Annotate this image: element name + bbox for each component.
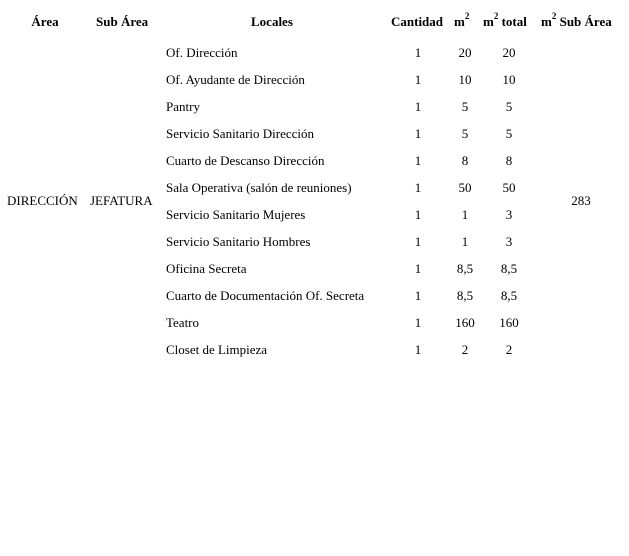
header-m2-total-base: m bbox=[483, 14, 494, 29]
cell-local: Servicio Sanitario Hombres bbox=[166, 234, 311, 249]
cell-local: Sala Operativa (salón de reuniones) bbox=[166, 180, 352, 195]
cell-m2-total: 5 bbox=[505, 99, 513, 114]
group-m2-sub-area: 283 bbox=[571, 193, 591, 208]
table-row bbox=[0, 180, 629, 207]
cell-cantidad: 1 bbox=[414, 99, 422, 114]
cell-m2: 8 bbox=[461, 153, 469, 168]
cell-local: Cuarto de Documentación Of. Secreta bbox=[166, 288, 365, 303]
table-row bbox=[0, 126, 629, 153]
cell-m2-total: 3 bbox=[505, 234, 513, 249]
cell-m2-total: 10 bbox=[502, 72, 516, 87]
header-m2-sub-area-base: m bbox=[541, 14, 552, 29]
cell-m2-total: 8,5 bbox=[500, 288, 518, 303]
cell-local: Oficina Secreta bbox=[166, 261, 247, 276]
cell-m2: 5 bbox=[461, 126, 469, 141]
header-cantidad bbox=[391, 14, 443, 30]
cell-m2-total: 20 bbox=[502, 45, 516, 60]
group-sub-area: JEFATURA bbox=[90, 193, 153, 208]
cell-m2-total: 160 bbox=[499, 315, 519, 330]
table-row bbox=[0, 99, 629, 126]
table-row bbox=[0, 207, 629, 234]
cell-m2: 8,5 bbox=[456, 288, 474, 303]
cell-local: Closet de Limpieza bbox=[166, 342, 268, 357]
cell-m2-total: 2 bbox=[505, 342, 513, 357]
header-m2-total-sup: 2 bbox=[493, 11, 499, 21]
header-m2-sup: 2 bbox=[464, 11, 470, 21]
header-m2-sub-area-suffix: Sub Área bbox=[556, 14, 612, 29]
header-area-label: Área bbox=[31, 14, 59, 29]
cell-local: Pantry bbox=[166, 99, 200, 114]
cell-m2: 5 bbox=[461, 99, 469, 114]
cell-cantidad: 1 bbox=[414, 45, 422, 60]
cell-cantidad: 1 bbox=[414, 207, 422, 222]
table-row bbox=[0, 342, 629, 369]
header-m2-sub-area-sup: 2 bbox=[551, 11, 557, 21]
cell-m2: 8,5 bbox=[456, 261, 474, 276]
cell-m2: 1 bbox=[461, 207, 469, 222]
cell-local: Cuarto de Descanso Dirección bbox=[166, 153, 325, 168]
header-m2-base: m bbox=[454, 14, 465, 29]
group-area: DIRECCIÓN bbox=[7, 193, 78, 208]
cell-cantidad: 1 bbox=[414, 342, 422, 357]
cell-m2: 50 bbox=[458, 180, 472, 195]
cell-m2: 2 bbox=[461, 342, 469, 357]
header-sub-area-label: Sub Área bbox=[96, 14, 149, 29]
header-area bbox=[30, 14, 60, 30]
header-m2-total bbox=[483, 11, 527, 30]
header-cantidad-label: Cantidad bbox=[391, 14, 444, 29]
cell-m2-total: 8 bbox=[505, 153, 513, 168]
header-m2 bbox=[454, 11, 470, 30]
table-row bbox=[0, 288, 629, 315]
cell-local: Of. Dirección bbox=[166, 45, 238, 60]
table-row bbox=[0, 234, 629, 261]
cell-m2: 160 bbox=[455, 315, 475, 330]
header-m2-total-suffix: total bbox=[498, 14, 527, 29]
cell-cantidad: 1 bbox=[414, 72, 422, 87]
cell-cantidad: 1 bbox=[414, 126, 422, 141]
cell-m2-total: 5 bbox=[505, 126, 513, 141]
table-row bbox=[0, 315, 629, 342]
cell-cantidad: 1 bbox=[414, 234, 422, 249]
cell-local: Servicio Sanitario Dirección bbox=[166, 126, 315, 141]
cell-cantidad: 1 bbox=[414, 180, 422, 195]
table-row bbox=[0, 45, 629, 72]
cell-m2-total: 3 bbox=[505, 207, 513, 222]
cell-m2: 1 bbox=[461, 234, 469, 249]
cell-cantidad: 1 bbox=[414, 261, 422, 276]
cell-m2-total: 50 bbox=[502, 180, 516, 195]
header-m2-sub-area bbox=[541, 11, 612, 30]
header-locales bbox=[251, 14, 293, 30]
cell-m2: 10 bbox=[458, 72, 472, 87]
cell-local: Servicio Sanitario Mujeres bbox=[166, 207, 306, 222]
cell-local: Teatro bbox=[166, 315, 200, 330]
cell-cantidad: 1 bbox=[414, 288, 422, 303]
table-row bbox=[0, 153, 629, 180]
table-row bbox=[0, 261, 629, 288]
cell-m2: 20 bbox=[458, 45, 472, 60]
header-locales-label: Locales bbox=[251, 14, 293, 29]
table-row bbox=[0, 72, 629, 99]
header-sub-area bbox=[96, 14, 148, 30]
cell-cantidad: 1 bbox=[414, 315, 422, 330]
cell-m2-total: 8,5 bbox=[500, 261, 518, 276]
cell-cantidad: 1 bbox=[414, 153, 422, 168]
cell-local: Of. Ayudante de Dirección bbox=[166, 72, 305, 87]
